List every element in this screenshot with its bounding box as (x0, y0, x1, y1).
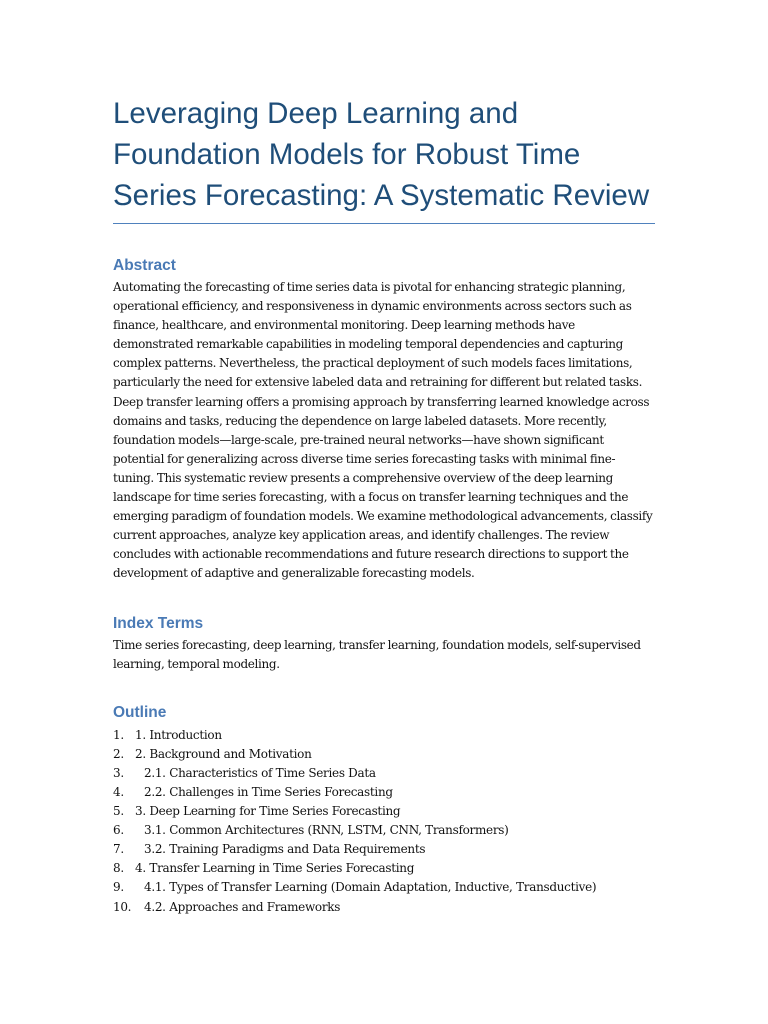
outline-item-number: 1. (113, 727, 124, 742)
abstract-text: Automating the forecasting of time series data is pivotal for enhancing strategic planning, operational efficiency, and responsiveness in dynamic environments across sectors such as finance, healthcare, and environmental monitoring. Deep learning methods have demonstrated remarkable capabilities in modeling temporal dependencies and capturing complex patterns. Nevertheless, the practical deployment of such models faces limitations, particularly the need for extensive labeled data and retraining for different but related tasks. Deep transfer learning offers a promising approach by transferring learned knowledge across domains and tasks, reducing the dependence on large labeled datasets. More recently, foundation models—large-scale, pre-trained neural networks—have shown significant potential for generalizing across diverse time series forecasting tasks with minimal fine-tuning. This systematic review presents a comprehensive overview of the deep learning landscape for time series forecasting, with a focus on transfer learning techniques and the emerging paradigm of foundation models. We examine methodological advancements, classify current approaches, analyze key application areas, and identify challenges. The review concludes with actionable recommendations and future research directions to support the development of adaptive and generalizable forecasting models. (113, 280, 653, 581)
outline-item-label: 4.1. Types of Transfer Learning (Domain Adaptation, Inductive, Transductive) (144, 880, 597, 895)
document-page (113, 90, 655, 917)
outline-item-label: 4.2. Approaches and Frameworks (144, 899, 341, 914)
outline-item-label: 3.2. Training Paradigms and Data Requirements (144, 842, 426, 857)
outline-item-label: 3.1. Common Architectures (RNN, LSTM, CNN, Transformers) (144, 823, 509, 838)
outline-item-label: 2.2. Challenges in Time Series Forecasting (144, 784, 393, 799)
outline-item (113, 878, 655, 897)
outline-item-number: 3. (113, 765, 124, 780)
outline-item-number: 7. (113, 842, 124, 857)
outline-item (113, 764, 655, 783)
outline-item (113, 745, 655, 764)
outline-item-number: 4. (113, 784, 124, 799)
outline-list (113, 726, 655, 917)
outline-item (113, 726, 655, 745)
document-title: Leveraging Deep Learning and Foundation Models for Robust Time Series Forecasting: A Systematic Review (113, 90, 655, 224)
abstract-heading: Abstract (113, 257, 176, 274)
outline-item-label: 2.1. Characteristics of Time Series Data (144, 765, 376, 780)
outline-item-label: 2. Background and Motivation (135, 746, 312, 761)
outline-item-number: 9. (113, 880, 124, 895)
outline-item-label: 4. Transfer Learning in Time Series Forecasting (135, 861, 415, 876)
index-terms-text: Time series forecasting, deep learning, transfer learning, foundation models, self-supervised learning, temporal modeling. (113, 637, 641, 671)
outline-item (113, 783, 655, 802)
outline-item-number: 2. (113, 746, 124, 761)
outline-item (113, 859, 655, 878)
outline-item (113, 898, 655, 917)
outline-item (113, 840, 655, 859)
outline-item-label: 1. Introduction (135, 727, 222, 742)
outline-item-number: 10. (113, 899, 132, 914)
outline-item-number: 6. (113, 823, 124, 838)
outline-item (113, 802, 655, 821)
index-terms-heading: Index Terms (113, 614, 204, 632)
outline-heading: Outline (113, 703, 167, 721)
outline-item-label: 3. Deep Learning for Time Series Forecasting (135, 804, 401, 819)
outline-item (113, 821, 655, 840)
outline-item-number: 8. (113, 861, 124, 876)
outline-item-number: 5. (113, 804, 124, 819)
